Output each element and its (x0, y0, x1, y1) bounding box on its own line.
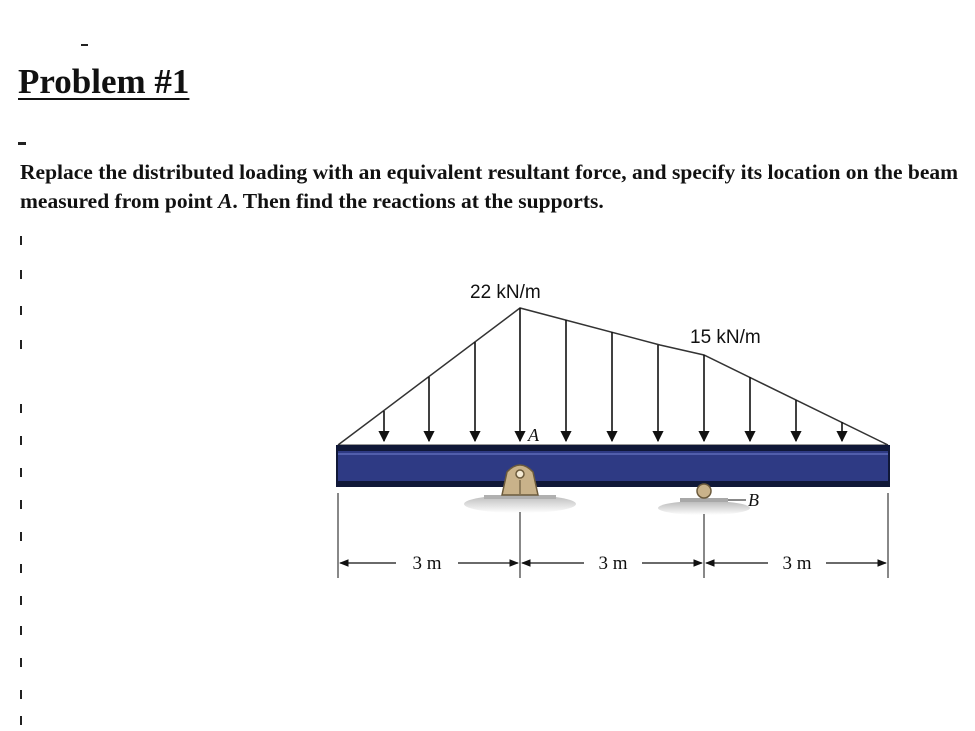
support-b-label: B (748, 490, 759, 510)
statement-point-a: A (218, 189, 233, 213)
span-label-1: 3 m (412, 553, 442, 574)
support-b-roller (658, 484, 750, 515)
load-profile (338, 308, 888, 445)
load-arrows (384, 308, 842, 441)
beam (337, 446, 889, 486)
span-label-2: 3 m (598, 553, 628, 574)
span-label-3: 3 m (782, 553, 812, 574)
statement-part-1: Replace the distributed loading with an equivalent resultant force, and specify its location on the beam measured from point (20, 160, 959, 213)
statement-part-2: . Then find the reactions at the supports. (232, 189, 604, 213)
load-mid-label: 15 kN/m (690, 327, 761, 348)
support-a-label: A (528, 425, 539, 445)
problem-title: Problem #1 (18, 62, 190, 101)
load-peak-label: 22 kN/m (470, 282, 541, 303)
